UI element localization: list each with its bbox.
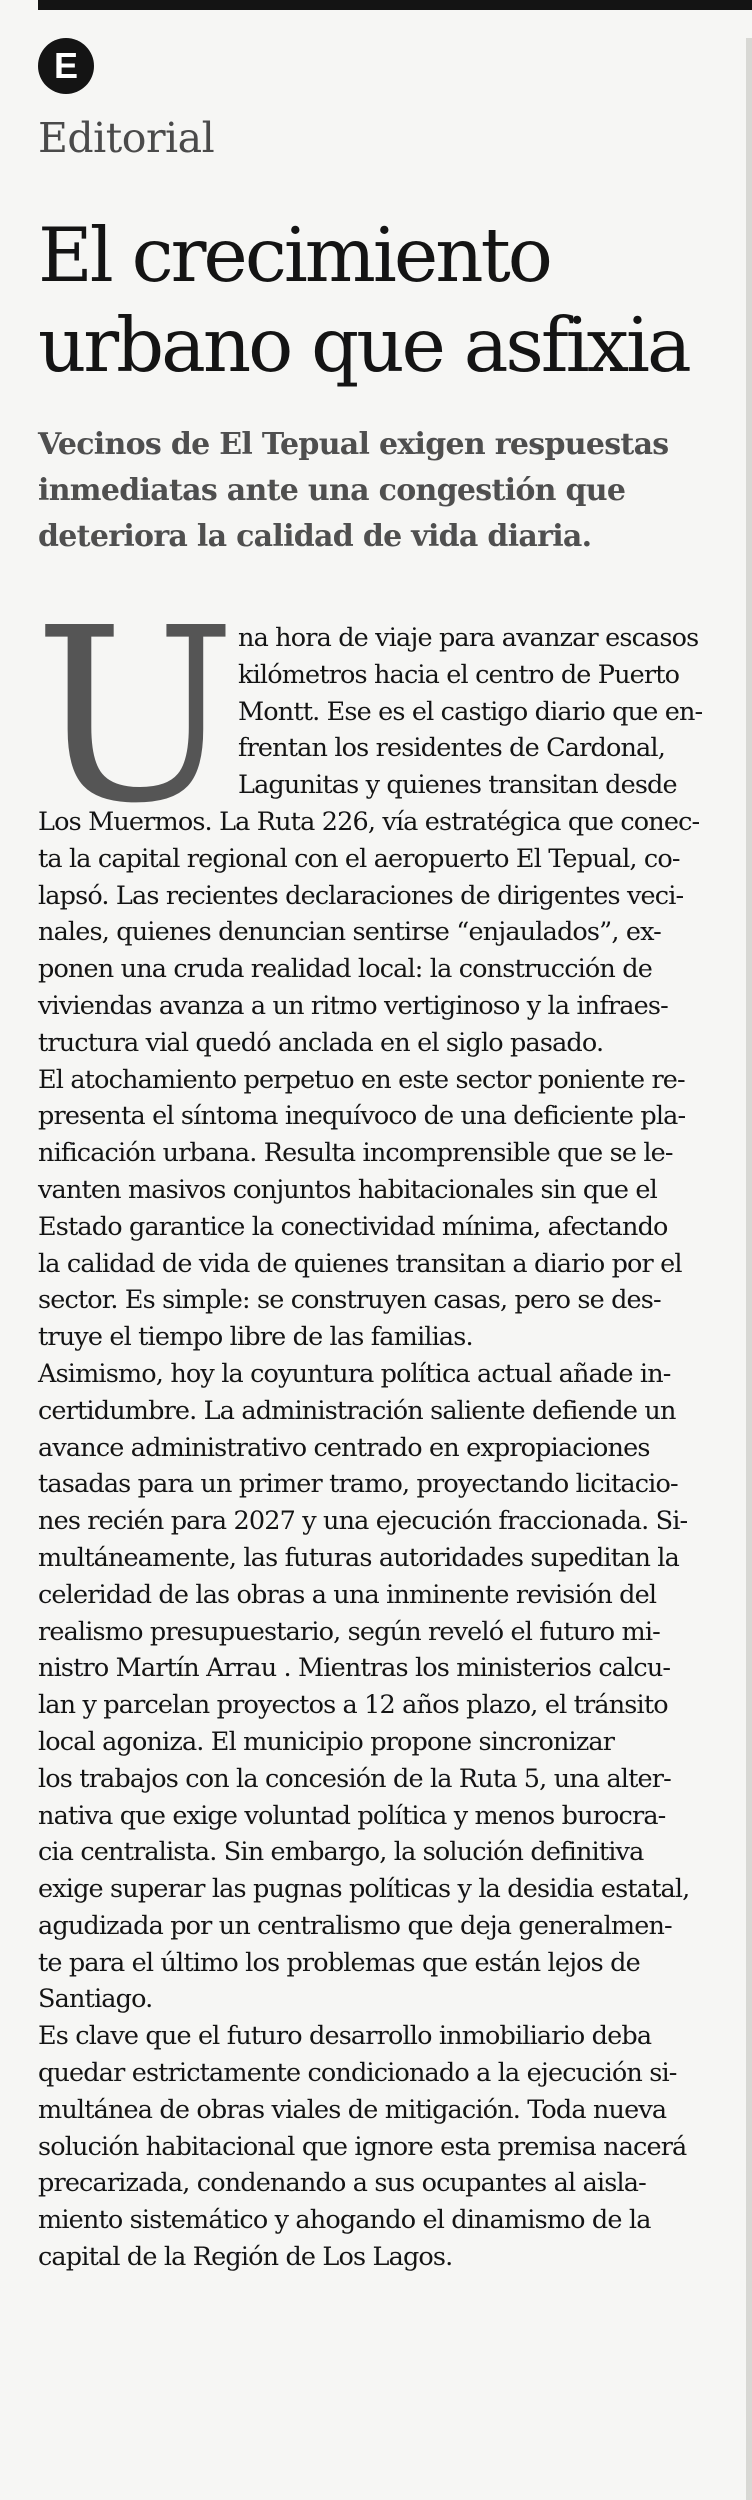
article-line: viviendas avanza a un ritmo vertiginoso y la infraes- <box>38 990 668 1021</box>
subheadline-line: inmediatas ante una congestión que <box>38 473 626 508</box>
article-line: capital de la Región de Los Lagos. <box>38 2242 453 2273</box>
article-line: presenta el síntoma inequívoco de una deficiente pla- <box>38 1101 686 1132</box>
article-line: multánea de obras viales de mitigación. Toda nueva <box>38 2094 667 2125</box>
article-line: exige superar las pugnas políticas y la desidia estatal, <box>38 1874 690 1905</box>
article-line: nativa que exige voluntad política y menos burocra- <box>38 1800 666 1831</box>
article-line: miento sistemático y ahogando el dinamismo de la <box>38 2205 651 2236</box>
article-line: certidumbre. La administración saliente defiende un <box>38 1395 676 1426</box>
article-line: local agoniza. El municipio propone sincronizar <box>38 1726 615 1757</box>
article-line: truye el tiempo libre de las familias. <box>38 1322 473 1353</box>
subheadline-line: Vecinos de El Tepual exigen respuestas <box>38 427 669 462</box>
article-line: nes recién para 2027 y una ejecución fraccionada. Si- <box>38 1506 688 1537</box>
article-line: multáneamente, las futuras autoridades supeditan la <box>38 1542 679 1573</box>
article-line: tructura vial quedó anclada en el siglo pasado. <box>38 1027 604 1058</box>
article-line: quedar estrictamente condicionado a la ejecución si- <box>38 2058 677 2089</box>
section-badge: E <box>38 38 94 94</box>
article-line: cia centralista. Sin embargo, la solución definitiva <box>38 1837 644 1868</box>
article-line: precarizada, condenando a sus ocupantes al aisla- <box>38 2168 646 2199</box>
article-line: vanten masivos conjuntos habitacionales sin que el <box>38 1174 657 1205</box>
article-body <box>0 620 752 2276</box>
article-line: te para el último los problemas que están lejos de <box>38 1947 640 1978</box>
subheadline-line: deteriora la calidad de vida diaria. <box>38 519 592 554</box>
article-line: agudizada por un centralismo que deja generalmen- <box>38 1910 672 1941</box>
article-line: El atochamiento perpetuo en este sector poniente re- <box>38 1064 685 1095</box>
article-line: frentan los residentes de Cardonal, <box>238 733 665 764</box>
article-line: solución habitacional que ignore esta premisa nacerá <box>38 2131 687 2162</box>
article-line: kilómetros hacia el centro de Puerto <box>238 659 680 690</box>
section-label: Editorial <box>38 114 215 162</box>
article-line: Lagunitas y quienes transitan desde <box>238 770 677 801</box>
article-line: nistro Martín Arrau . Mientras los ministerios calcu- <box>38 1653 671 1684</box>
article-line: Los Muermos. La Ruta 226, vía estratégica que conec- <box>38 806 700 837</box>
article-line: los trabajos con la concesión de la Ruta 5, una alter- <box>38 1763 671 1794</box>
headline-line: El crecimiento <box>38 211 550 299</box>
article-line: nificación urbana. Resulta incomprensible que se le- <box>38 1138 673 1169</box>
article-line: na hora de viaje para avanzar escasos <box>238 623 699 653</box>
top-rule <box>38 0 752 10</box>
article-line: Es clave que el futuro desarrollo inmobiliario deba <box>38 2021 652 2052</box>
article-line: Montt. Ese es el castigo diario que en- <box>238 696 703 727</box>
article-line: tasadas para un primer tramo, proyectando licitacio- <box>38 1469 678 1500</box>
article-line: Asimismo, hoy la coyuntura política actual añade in- <box>38 1358 671 1389</box>
article-line: Santiago. <box>38 1984 153 2015</box>
article-line: nales, quienes denuncian sentirse “enjaulados”, ex- <box>38 917 661 948</box>
subheadline <box>38 422 718 560</box>
article-line: celeridad de las obras a una inminente revisión del <box>38 1579 657 1610</box>
article-line: lapsó. Las recientes declaraciones de dirigentes veci- <box>38 880 684 911</box>
article-line: sector. Es simple: se construyen casas, pero se des- <box>38 1285 661 1316</box>
article-line: ponen una cruda realidad local: la construcción de <box>38 954 652 985</box>
article-line: Estado garantice la conectividad mínima, afectando <box>38 1211 668 1242</box>
headline <box>38 210 738 390</box>
article-line: lan y parcelan proyectos a 12 años plazo, el tránsito <box>38 1690 668 1721</box>
drop-cap: U <box>34 576 237 856</box>
article-line: avance administrativo centrado en expropiaciones <box>38 1432 650 1463</box>
headline-line: urbano que asfixia <box>38 301 689 389</box>
article-line: ta la capital regional con el aeropuerto El Tepual, co- <box>38 843 680 874</box>
article-line: realismo presupuestario, según reveló el futuro mi- <box>38 1616 660 1647</box>
article-line: la calidad de vida de quienes transitan a diario por el <box>38 1248 682 1279</box>
